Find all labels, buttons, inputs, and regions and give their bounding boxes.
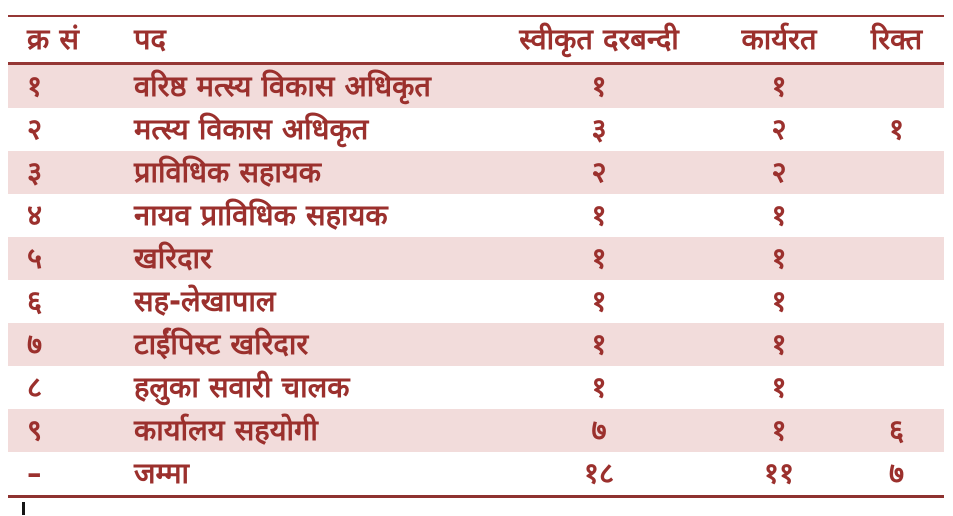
cell-position: नायव प्राविधिक सहायक	[134, 198, 388, 232]
table-row	[8, 366, 944, 409]
cell-serial: २	[27, 112, 43, 146]
cell-vacant: ६	[888, 413, 905, 447]
table-row	[8, 323, 944, 366]
cell-approved: १	[591, 327, 607, 361]
cell-working: १	[771, 241, 787, 275]
table-row	[8, 151, 944, 194]
col-header-working: कार्यरत	[741, 22, 817, 56]
cell-position: वरिष्ठ मत्स्य विकास अधिकृत	[134, 69, 431, 103]
cell-approved: ७	[591, 413, 607, 447]
cell-serial: ७	[27, 327, 43, 361]
table-row	[8, 194, 944, 237]
staff-table	[8, 15, 944, 498]
cell-position: सह-लेखापाल	[134, 284, 276, 318]
cell-working: १	[771, 69, 787, 103]
col-header-approved: स्वीकृत दरबन्दी	[519, 22, 679, 56]
cell-working: १	[771, 327, 787, 361]
table-row	[8, 108, 944, 151]
cell-serial: ४	[27, 198, 43, 232]
cell-approved: १	[591, 198, 607, 232]
cell-position: टाईंपिस्ट खरिदार	[134, 327, 309, 361]
cell-position: हलुका सवारी चालक	[134, 370, 350, 404]
cell-serial: –	[27, 456, 42, 490]
cell-position: जम्मा	[134, 456, 190, 490]
cell-approved: १८	[583, 456, 615, 490]
cell-working: १	[771, 413, 787, 447]
col-header-serial: क्र सं	[27, 22, 79, 56]
col-header-vacant: रिक्त	[870, 22, 923, 56]
cell-working: १	[771, 198, 787, 232]
cell-working: १	[771, 370, 787, 404]
table-row	[8, 280, 944, 323]
cell-serial: ६	[27, 284, 43, 318]
cell-serial: ९	[27, 413, 43, 447]
cell-working: २	[771, 112, 787, 146]
cell-serial: ३	[27, 155, 43, 189]
text-cursor	[22, 502, 25, 515]
col-header-position: पद	[134, 22, 166, 56]
cell-working: ११	[763, 456, 795, 490]
cell-approved: १	[591, 284, 607, 318]
cell-vacant: १	[888, 112, 905, 146]
table-total-row	[8, 452, 944, 495]
cell-approved: १	[591, 69, 607, 103]
table-header-row	[8, 17, 944, 65]
table-row	[8, 409, 944, 452]
cell-approved: १	[591, 370, 607, 404]
cell-approved: ३	[591, 112, 607, 146]
cell-position: कार्यालय सहयोगी	[134, 413, 318, 447]
cell-working: १	[771, 284, 787, 318]
cell-serial: ५	[27, 241, 43, 275]
cell-position: प्राविधिक सहायक	[134, 155, 321, 189]
cell-serial: १	[27, 69, 43, 103]
cell-working: २	[771, 155, 787, 189]
table-row	[8, 65, 944, 108]
cell-approved: १	[591, 241, 607, 275]
cell-position: मत्स्य विकास अधिकृत	[134, 112, 369, 146]
cell-position: खरिदार	[134, 241, 212, 275]
cell-vacant: ७	[888, 456, 905, 490]
cell-serial: ८	[27, 370, 43, 404]
table-row	[8, 237, 944, 280]
cell-approved: २	[591, 155, 607, 189]
